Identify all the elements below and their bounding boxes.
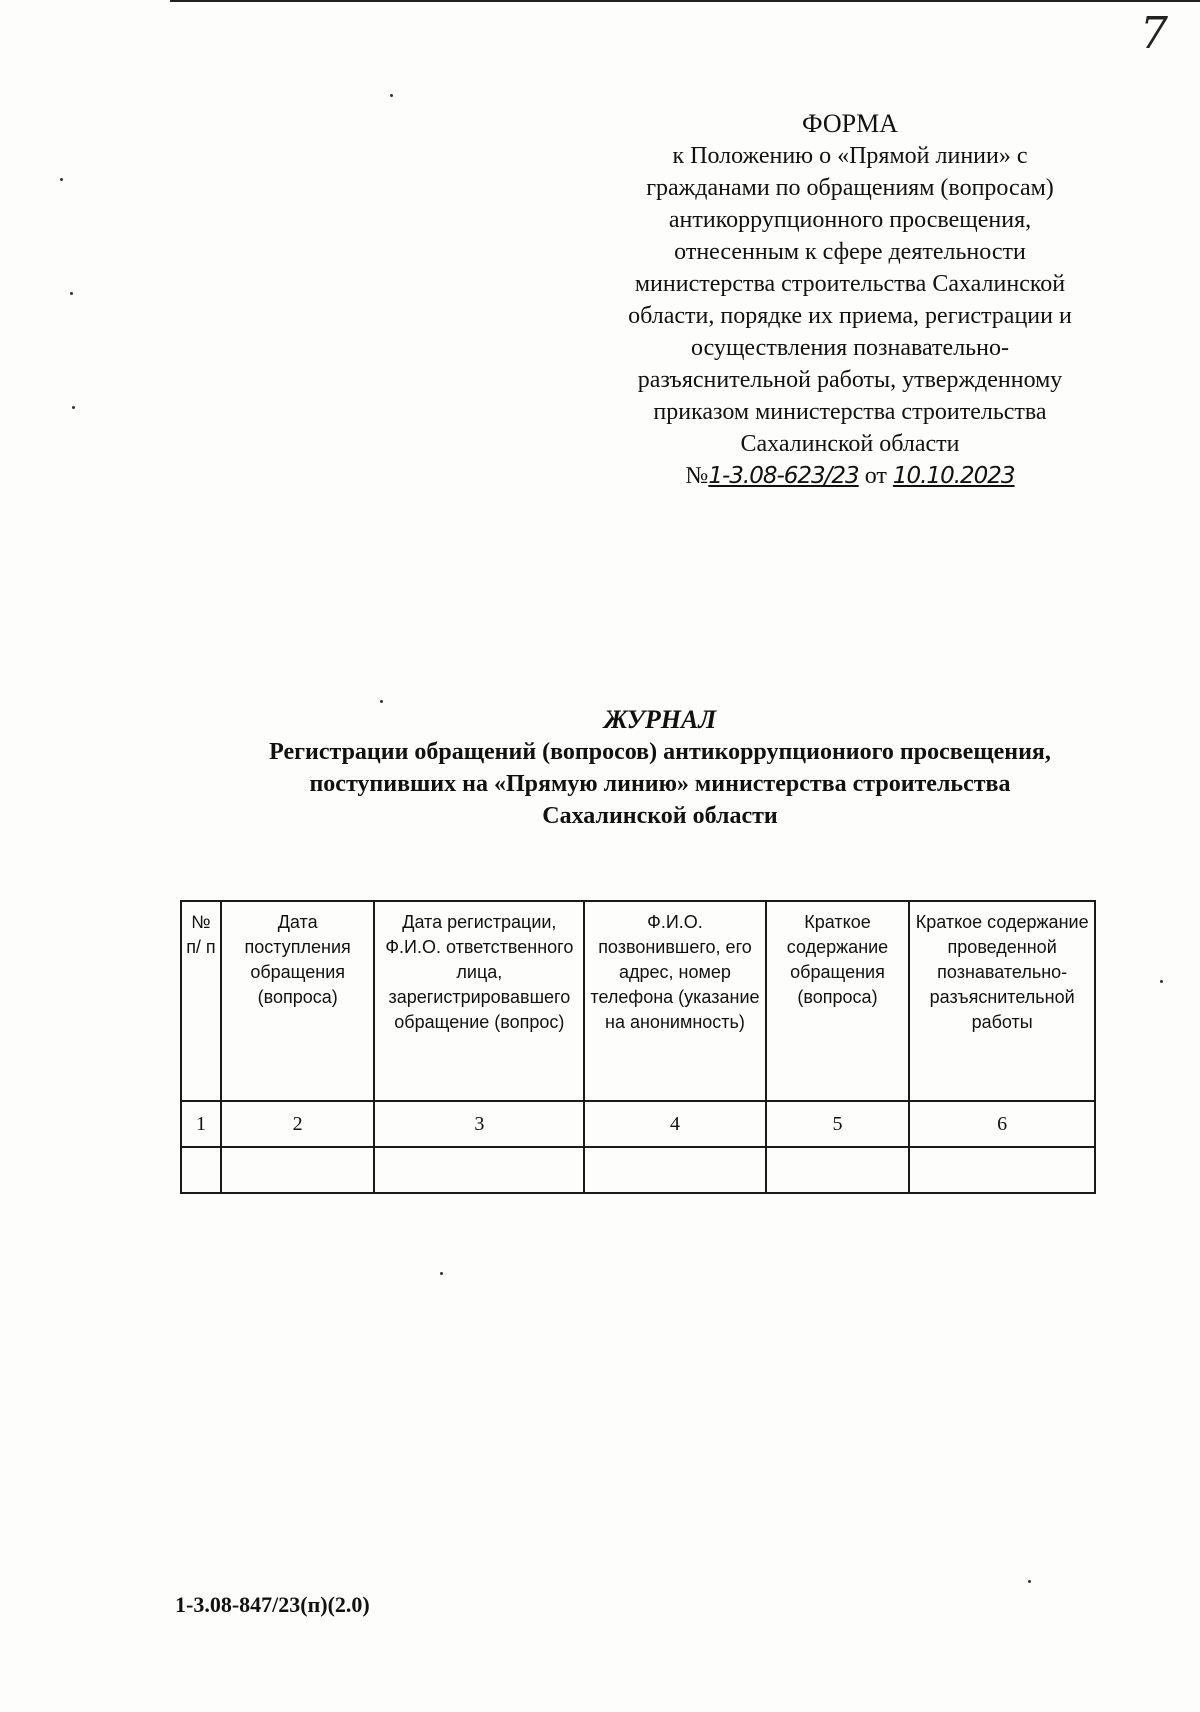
journal-title: ЖУРНАЛ [603,705,717,734]
column-number: 5 [766,1101,910,1147]
scan-speck [440,1272,443,1275]
form-line: антикоррупционного просвещения, [668,207,1032,233]
journal-subtitle-line: Сахалинской области [542,803,778,829]
form-line: министерства строительства Сахалинской [634,271,1066,297]
form-header-block [570,108,1130,492]
form-line: гражданами по обращениям (вопросам) [646,175,1054,201]
form-line: Сахалинской области [740,431,960,457]
form-line: разъяснительной работы, утвержденному [637,367,1063,393]
empty-cell [181,1147,221,1193]
document-code: 1-3.08-847/23(п)(2.0) [175,1592,370,1617]
scan-speck [72,406,75,409]
empty-cell [909,1147,1095,1193]
scan-speck [60,178,63,181]
scan-speck [390,94,393,97]
form-line: осуществления познавательно- [691,335,1009,361]
table-header-row [181,901,1095,1101]
scan-speck [380,700,383,703]
form-line: приказом министерства строительства [653,399,1047,425]
column-number: 6 [909,1101,1095,1147]
handwritten-order-date: 10.10.2023 [892,463,1015,489]
column-number: 3 [374,1101,584,1147]
column-number: 1 [181,1101,221,1147]
journal-subtitle-line: Регистрации обращений (вопросов) антикоррупциониого просвещения, [269,739,1051,765]
header-cell-received-date: Дата поступления обращения (вопроса) [221,901,375,1101]
table-row [181,1147,1095,1193]
form-line: отнесенным к сфере деятельности [674,239,1026,265]
journal-table [180,900,1096,1194]
empty-cell [221,1147,375,1193]
handwritten-page-number: 7 [1140,8,1168,59]
number-prefix: № [685,463,709,489]
column-number: 2 [221,1101,375,1147]
header-cell-index: № п/ п [181,901,221,1101]
table-number-row [181,1101,1095,1147]
form-title: ФОРМА [802,109,898,138]
form-line: к Положению о «Прямой линии» с [672,143,1028,169]
journal-subtitle-line: поступивших на «Прямую линию» министерства строительства [309,771,1011,797]
empty-cell [766,1147,910,1193]
order-number-line [570,460,1130,492]
header-cell-work-summary: Краткое содержание проведенной познавательно-разъяснительной работы [909,901,1095,1101]
journal-heading-block [160,704,1160,832]
top-scan-line [170,0,1200,2]
header-cell-registration: Дата регистрации, Ф.И.О. ответственного лица, зарегистрировавшего обращение (вопрос) [374,901,584,1101]
header-cell-request-summary: Краткое содержание обращения (вопроса) [766,901,910,1101]
scan-speck [1160,980,1163,983]
empty-cell [374,1147,584,1193]
handwritten-order-number: 1-3.08-623/23 [708,463,859,489]
header-cell-caller: Ф.И.О. позвонившего, его адрес, номер телефона (указание на анонимность) [584,901,765,1101]
form-line: области, порядке их приема, регистрации и [628,303,1072,329]
empty-cell [584,1147,765,1193]
column-number: 4 [584,1101,765,1147]
scan-speck [1028,1580,1031,1583]
scan-speck [70,292,73,295]
date-prefix: от [864,463,887,489]
